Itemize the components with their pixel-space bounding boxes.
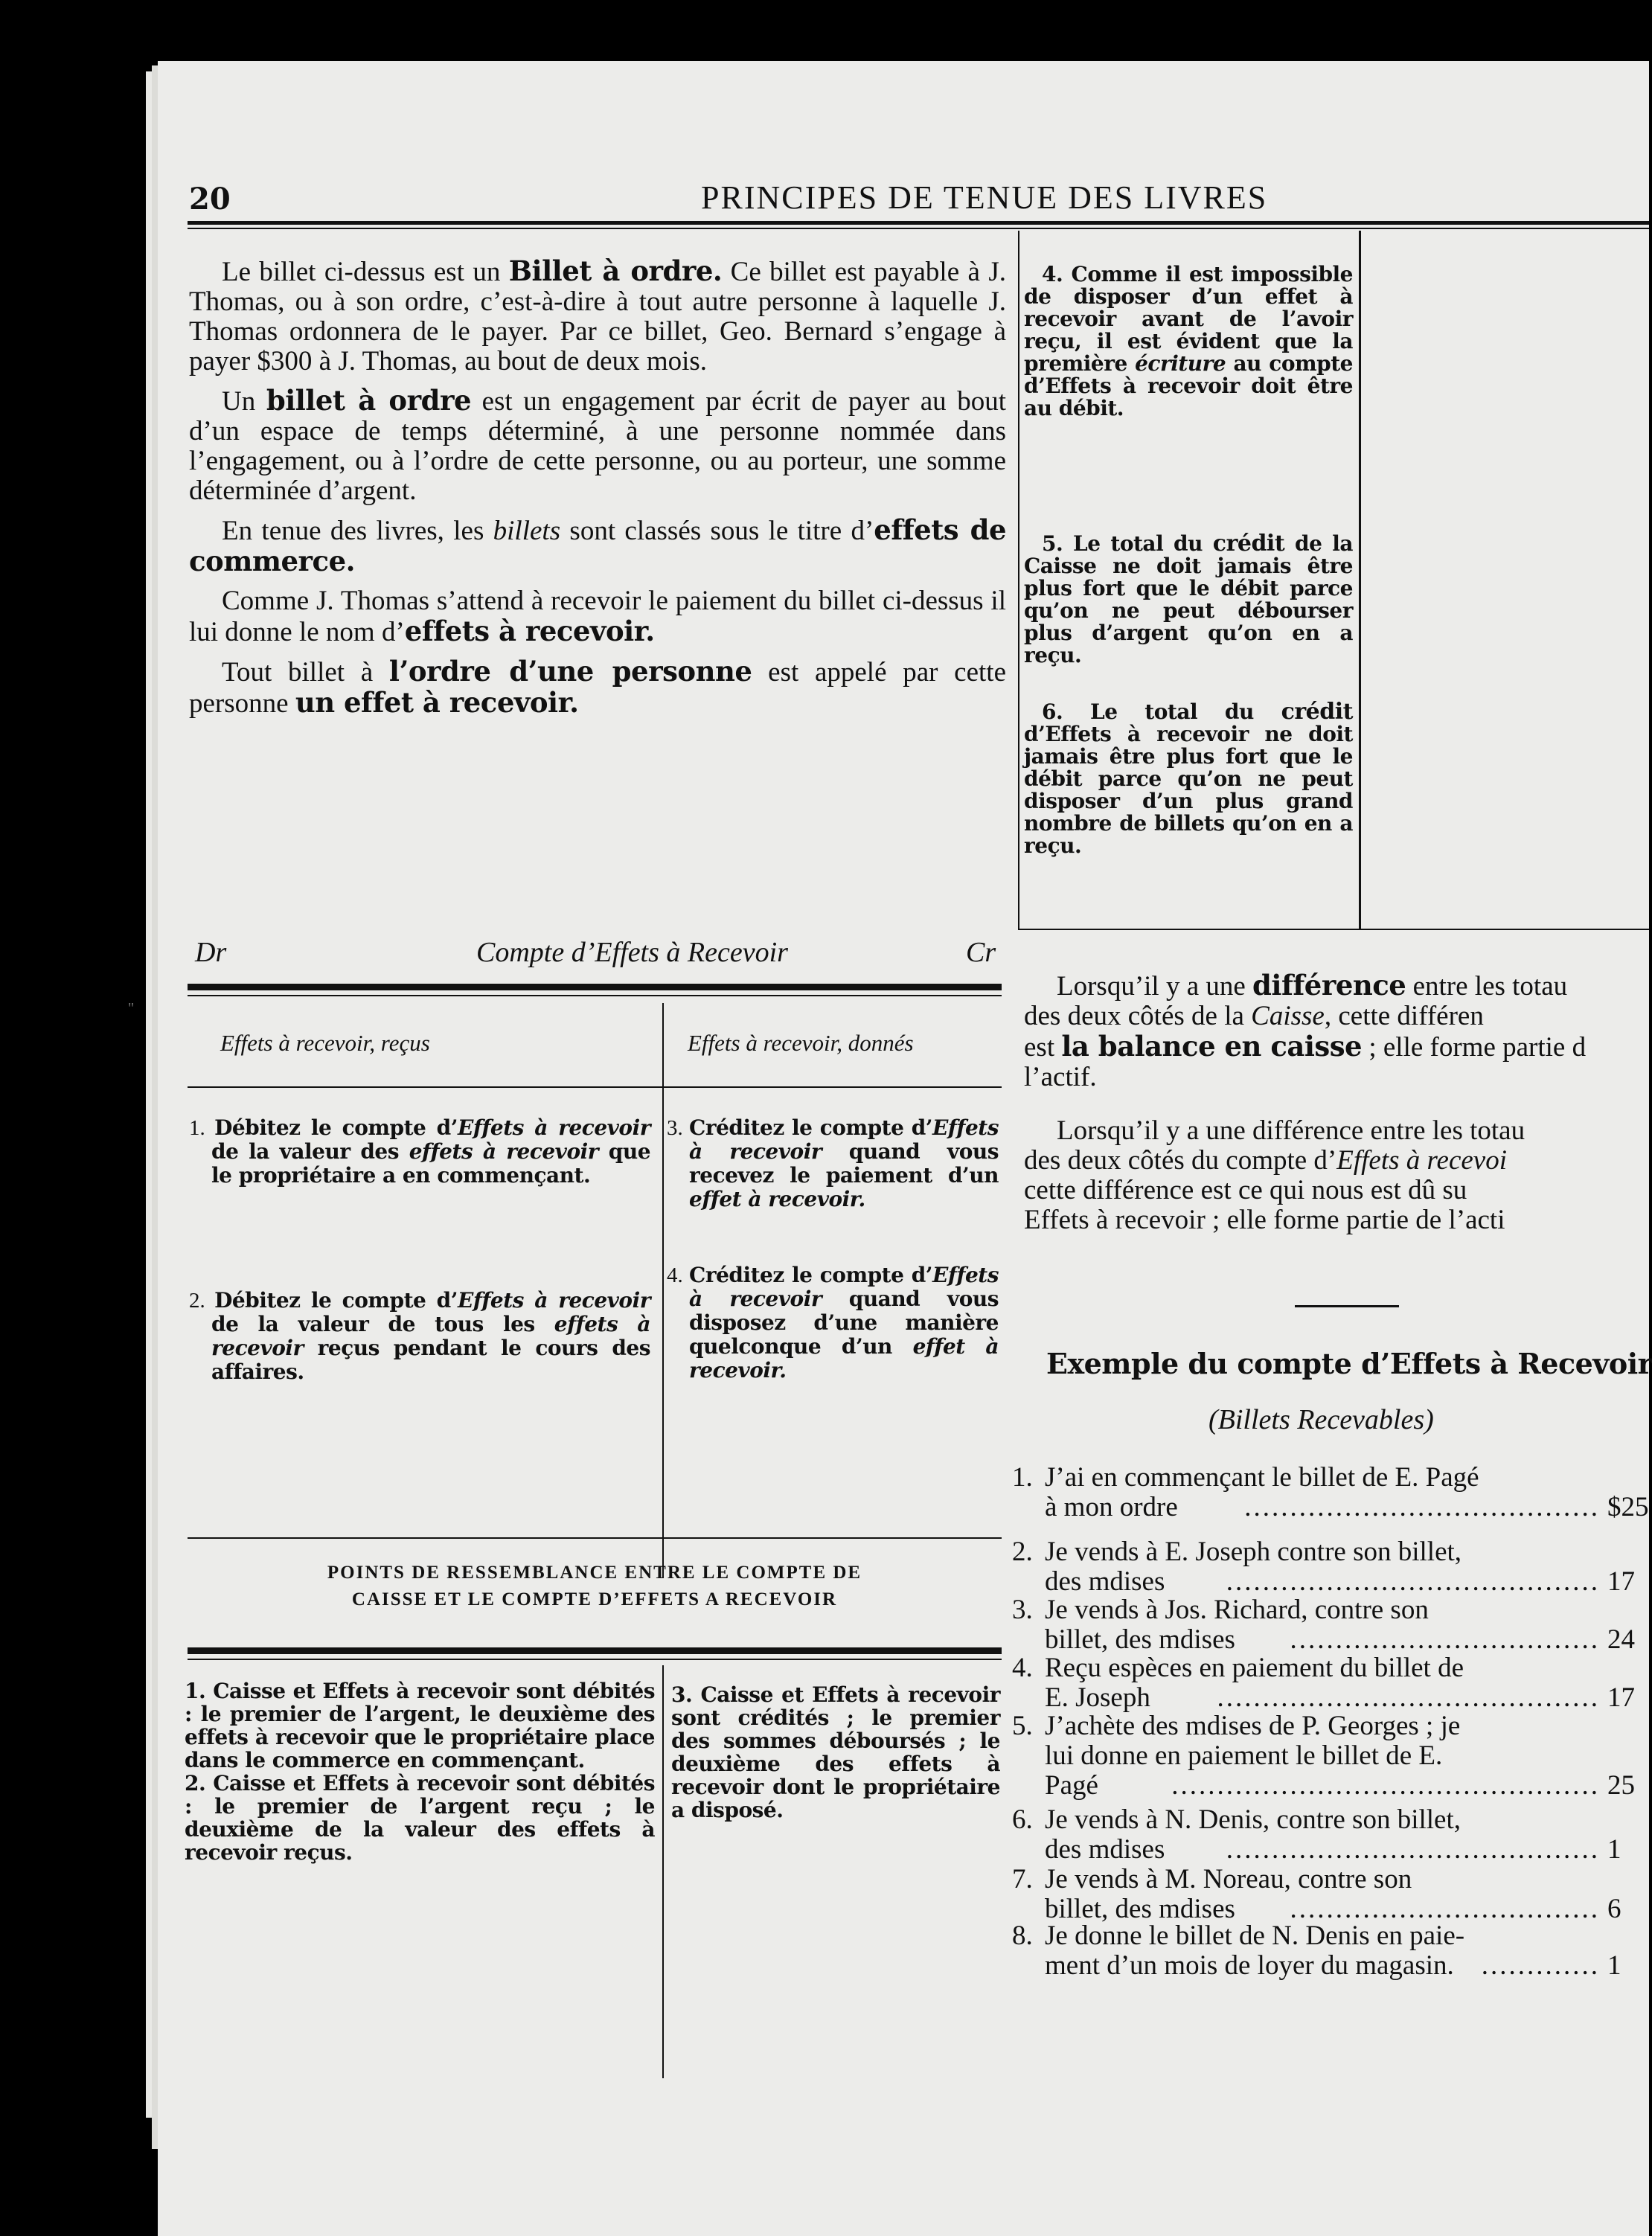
account-dr-label: Dr [195,937,227,968]
item-text: à mon ordre [1045,1492,1178,1522]
item-text: ment d’un mois de loyer du magasin. [1045,1950,1454,1981]
text: En tenue des livres, les [222,516,493,546]
points-rule [188,1659,1002,1660]
item-text: lui donne en paiement le billet de E. [1045,1740,1443,1771]
leader-dots: .................................. [1290,1894,1600,1924]
text: de la valeur de tous les [211,1312,554,1336]
account-divider-vertical [662,1003,664,1578]
text: Un [222,386,266,417]
text: 6. Le total du [1042,699,1281,724]
term-italic: effet à recevoir. [689,1187,865,1211]
term-italic: écriture [1135,351,1226,376]
item-number: 6. [1012,1804,1033,1835]
item-text: Je vends à N. Denis, contre son billet, [1045,1804,1461,1835]
book-page [128,61,1652,2236]
account-entry-2 [189,1289,650,1384]
term-italic: effets à recevoir [211,1312,650,1360]
term-italic: billets [493,516,561,546]
account-left-heading: Effets à recevoir, reçus [220,1030,430,1056]
leader-dots: ............. [1481,1950,1600,1981]
text: Lorsqu’il y a une différence entre les totau [1057,1115,1525,1146]
term-bold: effets de commerce. [189,513,1006,577]
item-text: Je vends à Jos. Richard, contre son [1045,1595,1429,1625]
item-number: 4. [667,1263,683,1287]
right-paragraph-1 [1024,970,1586,1092]
item-number: 4. [1012,1653,1033,1683]
header-rule [188,221,1649,225]
item-text: des mdises [1045,1566,1165,1597]
leader-dots: ............................................... [1171,1770,1600,1801]
item-number: 3. [667,1116,683,1140]
account-rule [188,995,1002,996]
item-amount: 1 [1607,1834,1621,1865]
note-5 [1024,533,1353,667]
text: est appelé par cette personne [189,657,1006,719]
term-bold: un effet à recevoir. [295,686,579,719]
text: Lorsqu’il y a une [1057,971,1253,1002]
paragraph [189,385,1006,506]
text: Ce billet est payable à J. Thomas, ou à son ordre, c’est-à-dire à tout autre personne à laquelle J. Thomas ordonnera de le payer. Par ce billet, Geo. Bernard s’engage à payer $300 à J. Thomas, au bout de deux mois. [189,257,1006,377]
leader-dots: ......................................... [1226,1834,1600,1865]
account-rule [188,1086,1002,1088]
section-separator [1295,1305,1399,1307]
text: cette différence est ce qui nous est dû su [1024,1175,1467,1205]
margin-mark: " [128,1000,135,1016]
example-subtitle: (Billets Recevables) [1208,1404,1434,1435]
account-rule [188,1537,1002,1539]
text: , cette différen [1324,1001,1484,1031]
item-amount: $25 [1607,1492,1649,1522]
running-title: PRINCIPES DE TENUE DES LIVRES [701,179,1268,216]
paragraph [189,586,1006,647]
text: au compte d’Effets à recevoir doit être au débit. [1024,351,1353,420]
leader-dots: ....................................... [1244,1492,1600,1522]
leader-dots: .......................................... [1217,1682,1600,1713]
text: quand vous recevez le paiement d’un [689,1139,999,1188]
term-italic: Effets à recevoir [457,1288,650,1313]
account-entry-4 [667,1263,999,1383]
text: reçus pendant le cours des affaires. [211,1336,650,1384]
paragraph [189,515,1006,577]
term-bold: crédit [1212,531,1285,557]
item-text: J’ai en commençant le billet de E. Pagé [1045,1462,1479,1493]
term-italic: effets à recevoir [409,1139,599,1164]
points-title-line2: CAISSE ET LE COMPTE D’EFFETS A RECEVOIR [351,1589,838,1609]
right-paragraph-2 [1024,1116,1525,1235]
account-entry-1 [189,1116,650,1188]
text: Effets à recevoir ; elle forme partie de l’acti [1024,1205,1505,1235]
item-text: Je vends à E. Joseph contre son billet, [1045,1537,1462,1567]
item-text: Je vends à M. Noreau, contre son [1045,1864,1412,1894]
left-column [189,256,1006,719]
item-number: 3. [1012,1595,1033,1625]
item-number: 1. [1012,1462,1033,1493]
item-amount: 1 [1607,1950,1621,1981]
text: 4. Comme il est impossible de disposer d’un effet à recevoir avant de l’avoir reçu, il est évident que la [1024,262,1353,353]
account-rule [188,984,1002,990]
term-italic: Caisse [1251,1001,1325,1031]
item-number: 5. [1012,1711,1033,1741]
points-rule [188,1647,1002,1654]
text: Comme J. Thomas s’attend à recevoir le paiement du billet ci-dessus il lui donne le nom d’ [189,586,1006,647]
text: d’Effets à recevoir ne doit jamais être plus fort que le débit parce qu’on ne peut disposer d’un plus grand nombre de billets qu’on en a reçu. [1024,722,1353,858]
note-4 [1024,263,1353,420]
text: des deux côtés de la [1024,1001,1252,1031]
item-text: Je donne le billet de N. Denis en paie- [1045,1921,1465,1951]
notes-box-left-border [1018,231,1019,929]
text: des deux côtés du compte d’ [1024,1145,1337,1176]
text: Créditez le compte d’ [689,1115,933,1140]
paragraph [189,656,1006,719]
item-text: Pagé [1045,1770,1098,1801]
points-divider-vertical [662,1665,664,2078]
points-right-text: 3. Caisse et Effets à recevoir sont crédités ; le premier des sommes déboursés ; le deuxième des effets à recevoir dont le propriétaire a disposé. [671,1682,1000,1822]
text: Débitez le compte d’ [214,1288,458,1313]
text: 5. Le total du [1042,531,1213,556]
term-italic: Effets à recevoir [689,1263,999,1311]
term-italic: Effets à recevoi [1336,1145,1508,1176]
account-entry-3 [667,1116,999,1211]
item-text: E. Joseph [1045,1682,1150,1713]
points-title-line1: POINTS DE RESSEMBLANCE ENTRE LE COMPTE DE [327,1563,862,1583]
item-amount: 24 [1607,1624,1635,1655]
item-text: Reçu espèces en paiement du billet de [1045,1653,1464,1683]
item-text: des mdises [1045,1834,1165,1865]
text: l’actif. [1024,1062,1097,1092]
term-italic: Effets à recevoir [689,1115,999,1164]
example-title: Exemple du compte d’Effets à Recevoir [1046,1347,1652,1380]
item-amount: 17 [1607,1566,1635,1597]
term-bold: la balance en caisse [1061,1030,1363,1063]
paragraph [189,256,1006,377]
notes-box-bottom-rule [1018,929,1649,930]
term-bold: effets à recevoir. [404,615,655,647]
term-italic: Effets à recevoir [457,1115,650,1140]
item-text: billet, des mdises [1045,1624,1235,1655]
term-bold: billet à ordre [266,384,472,417]
text: est un engagement par écrit de payer au bout d’un espace de temps déterminé, à une personne nommée dans l’engagement, ou à l’ordre de cette personne, ou au porteur, une somme déterminée d’argent. [189,386,1006,506]
item-number: 8. [1012,1921,1033,1951]
account-right-heading: Effets à recevoir, donnés [688,1030,914,1056]
notes-box-right-border [1359,231,1361,929]
item-number: 1. [189,1116,205,1140]
account-cr-label: Cr [966,937,996,968]
text: est [1024,1032,1062,1063]
leader-dots: ......................................... [1226,1566,1600,1597]
term-italic: effet à recevoir. [689,1334,999,1383]
leader-dots: .................................. [1290,1624,1600,1655]
text: de la Caisse ne doit jamais être plus fort que le débit parce qu’on ne peut débourser plus d’argent qu’on en a reçu. [1024,531,1354,667]
item-amount: 25 [1607,1770,1635,1801]
note-6 [1024,701,1353,857]
term-bold: différence [1252,969,1406,1002]
term-bold: crédit [1281,699,1353,725]
term-bold: Billet à ordre. [508,254,723,287]
text: Le billet ci-dessus est un [222,257,509,287]
text: Tout billet à [222,657,389,688]
header-rule [188,228,1649,229]
text: quand vous disposez d’une manière quelconque d’un [689,1287,999,1359]
text: première [1024,351,1136,376]
text: ; elle forme partie d [1362,1032,1587,1063]
page-number: 20 [189,182,231,217]
term-bold: l’ordre d’une personne [388,655,752,688]
text: Débitez le compte d’ [214,1115,458,1140]
text: de la valeur des [211,1139,409,1164]
item-amount: 6 [1607,1894,1621,1924]
item-number: 2. [189,1289,205,1313]
item-text: J’achète des mdises de P. Georges ; je [1045,1711,1461,1741]
text: entre les totau [1406,971,1568,1002]
text: sont classés sous le titre d’ [560,516,874,546]
text: Créditez le compte d’ [689,1263,933,1287]
item-amount: 17 [1607,1682,1635,1713]
text: que le propriétaire a en commençant. [211,1139,651,1188]
item-number: 7. [1012,1864,1033,1894]
account-title: Compte d’Effets à Recevoir [476,937,788,968]
item-number: 2. [1012,1537,1033,1567]
points-left-text: 1. Caisse et Effets à recevoir sont débités : le premier de l’argent, le deuxième des effets à recevoir que le propriétaire place dans le commerce en commençant. 2. Caisse et Effets à recevoir sont débités : le premier de l’argent reçu ; le deuxième de la valeur des effets à recevoir reçus. [185,1679,655,1865]
item-text: billet, des mdises [1045,1894,1235,1924]
